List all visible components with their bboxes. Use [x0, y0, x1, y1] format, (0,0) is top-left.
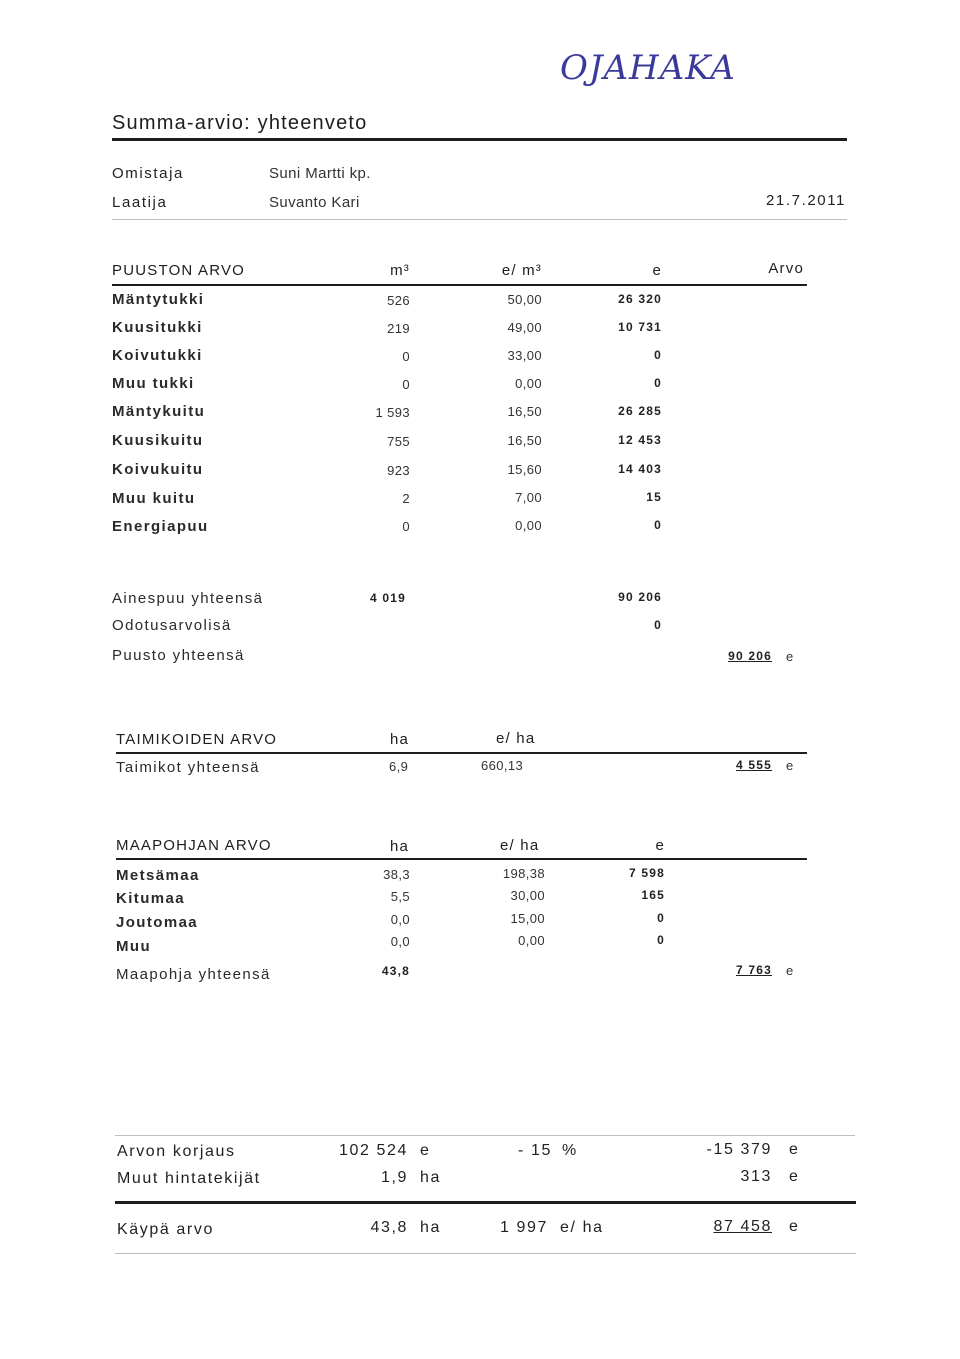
timber-sum-label: Ainespuu yhteensä [112, 590, 264, 607]
timber-row-price: 15,60 [507, 462, 542, 477]
other-factors-ha: 1,9 [380, 1169, 408, 1186]
author-label: Laatija [112, 194, 168, 211]
timber-row-e: 14 403 [618, 462, 662, 476]
timber-row-price: 50,00 [507, 292, 542, 307]
land-total-unit: e [786, 963, 794, 978]
timber-total-value: 90 206 [728, 649, 772, 663]
timber-row-e: 0 [654, 348, 662, 362]
timber-total-label: Puusto yhteensä [112, 647, 245, 664]
timber-row-label: Koivutukki [112, 347, 203, 364]
land-row-label: Joutomaa [116, 914, 199, 931]
correction-base: 102 524 [338, 1142, 408, 1159]
correction-label: Arvon korjaus [117, 1143, 236, 1160]
land-total-ha: 43,8 [381, 964, 410, 978]
handwritten-note: OJAHAKA [560, 48, 736, 88]
other-factors-ha-unit: ha [420, 1169, 441, 1186]
timber-row-e: 0 [654, 376, 662, 390]
market-per-ha: 1 997 [499, 1219, 548, 1236]
timber-row-price: 0,00 [515, 518, 542, 533]
timber-row-e: 12 453 [618, 433, 662, 447]
timber-row-e: 10 731 [618, 320, 662, 334]
market-bottom-rule [115, 1253, 856, 1254]
timber-row-label: Mäntytukki [112, 291, 205, 308]
timber-header-rule [112, 284, 807, 286]
seedlings-col-price: e/ ha [496, 730, 536, 747]
seedlings-unit: e [786, 758, 794, 773]
land-total-label: Maapohja yhteensä [116, 966, 271, 983]
owner-value: Suni Martti kp. [269, 165, 371, 182]
timber-row-m3: 0 [402, 519, 410, 534]
timber-row-e: 0 [654, 518, 662, 532]
page-title: Summa-arvio: yhteenveto [112, 112, 368, 134]
timber-row-label: Muu tukki [112, 375, 195, 392]
timber-row-m3: 219 [387, 321, 410, 336]
timber-row-price: 49,00 [507, 320, 542, 335]
land-row-price: 0,00 [518, 933, 545, 948]
timber-row-price: 7,00 [515, 490, 542, 505]
market-ha-unit: ha [420, 1219, 441, 1236]
land-heading: MAAPOHJAN ARVO [116, 837, 272, 854]
timber-row-m3: 923 [387, 463, 410, 478]
timber-col-e: e [652, 262, 662, 279]
seedlings-price: 660,13 [481, 758, 524, 773]
land-row-e: 0 [657, 911, 665, 925]
timber-row-e: 26 320 [618, 292, 662, 306]
timber-row-e: 26 285 [618, 404, 662, 418]
seedlings-ha: 6,9 [389, 759, 409, 774]
market-value-label: Käypä arvo [117, 1221, 214, 1238]
timber-row-price: 16,50 [507, 404, 542, 419]
timber-sum-e: 90 206 [618, 590, 662, 604]
timber-row-m3: 526 [387, 293, 410, 308]
correction-percent-unit: % [562, 1142, 578, 1159]
timber-sum-m3: 4 019 [370, 591, 407, 605]
report-date: 21.7.2011 [765, 192, 846, 209]
expectation-e: 0 [654, 618, 662, 632]
adjustments-top-rule [115, 1135, 855, 1136]
land-row-ha: 0,0 [390, 934, 410, 949]
correction-value-unit: e [789, 1141, 800, 1158]
seedlings-col-ha: ha [390, 731, 410, 748]
timber-heading: PUUSTON ARVO [112, 262, 246, 279]
other-factors-value-unit: e [789, 1168, 800, 1185]
land-row-label: Kitumaa [116, 890, 185, 907]
timber-row-m3: 755 [387, 434, 410, 449]
owner-label: Omistaja [112, 165, 184, 182]
market-per-ha-unit: e/ ha [560, 1219, 604, 1236]
title-rule [112, 138, 847, 141]
other-factors-value: 313 [740, 1168, 772, 1185]
timber-row-price: 33,00 [507, 348, 542, 363]
land-row-label: Muu [116, 938, 152, 955]
timber-row-label: Mäntykuitu [112, 403, 206, 420]
correction-percent: - 15 [518, 1142, 552, 1159]
seedlings-label: Taimikot yhteensä [116, 759, 260, 776]
timber-total-unit: e [786, 649, 794, 664]
timber-row-price: 0,00 [515, 376, 542, 391]
timber-row-e: 15 [646, 490, 662, 504]
expectation-label: Odotusarvolisä [112, 617, 232, 634]
timber-row-m3: 1 593 [375, 405, 410, 420]
market-value: 87 458 [713, 1218, 772, 1235]
land-row-ha: 0,0 [390, 912, 410, 927]
timber-row-m3: 0 [402, 377, 410, 392]
land-col-ha: ha [390, 838, 410, 855]
timber-row-label: Energiapuu [112, 518, 209, 535]
timber-row-m3: 2 [402, 491, 410, 506]
land-header-rule [116, 858, 807, 860]
timber-row-label: Muu kuitu [112, 490, 196, 507]
market-value-unit: e [789, 1218, 800, 1235]
timber-row-label: Koivukuitu [112, 461, 204, 478]
correction-base-unit: e [420, 1142, 431, 1159]
land-row-e: 0 [657, 933, 665, 947]
land-row-e: 7 598 [628, 866, 665, 880]
land-row-e: 165 [641, 888, 665, 902]
market-top-rule [115, 1201, 856, 1204]
market-ha: 43,8 [370, 1219, 408, 1236]
other-factors-label: Muut hintatekijät [117, 1170, 261, 1187]
timber-row-price: 16,50 [507, 433, 542, 448]
seedlings-heading: TAIMIKOIDEN ARVO [116, 731, 278, 748]
land-row-ha: 5,5 [390, 889, 410, 904]
land-row-price: 15,00 [510, 911, 545, 926]
timber-col-price: e/ m³ [501, 262, 542, 279]
timber-row-m3: 0 [402, 349, 410, 364]
timber-row-label: Kuusikuitu [112, 432, 204, 449]
seedlings-value: 4 555 [735, 758, 772, 772]
land-row-price: 198,38 [502, 866, 545, 881]
author-value: Suvanto Kari [269, 194, 360, 211]
timber-col-value: Arvo [768, 260, 804, 277]
timber-col-m3: m³ [390, 262, 410, 279]
header-rule [112, 219, 847, 220]
land-row-price: 30,00 [510, 888, 545, 903]
land-col-e: e [655, 837, 665, 854]
timber-row-label: Kuusitukki [112, 319, 203, 336]
correction-value: -15 379 [706, 1141, 772, 1158]
land-row-ha: 38,3 [383, 867, 410, 882]
land-row-label: Metsämaa [116, 867, 200, 884]
land-total-value: 7 763 [735, 963, 772, 977]
land-col-price: e/ ha [500, 837, 540, 854]
seedlings-header-rule [116, 752, 807, 754]
